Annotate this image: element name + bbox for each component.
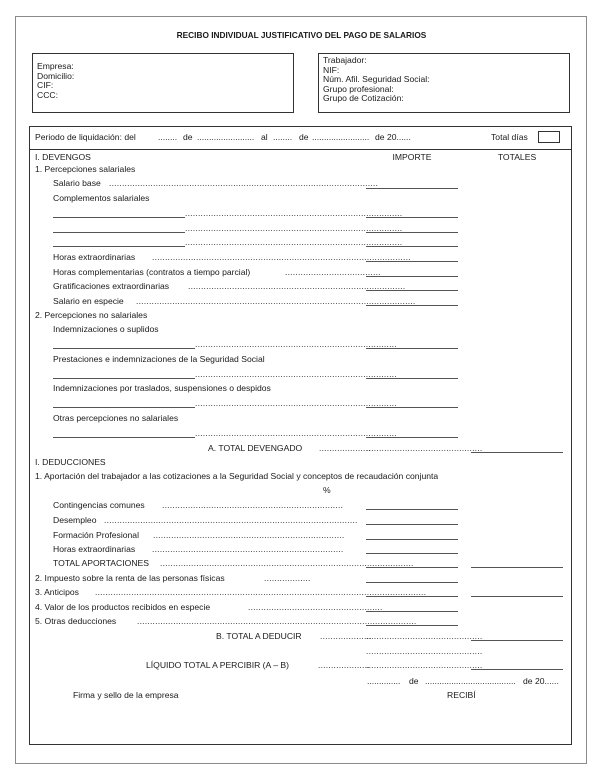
complemento-concept-line[interactable] [53, 217, 185, 218]
deducciones-heading: I. DEDUCCIONES [35, 457, 106, 467]
dotted-leader: .............................................................................. [195, 339, 397, 349]
otras-percepciones-concept-line[interactable] [53, 437, 195, 438]
otras-deducciones-label: 5. Otras deducciones [35, 616, 117, 626]
periodo-dots-1: ........ [158, 132, 178, 142]
grupo-cotizacion-label: Grupo de Cotización: [323, 93, 404, 104]
salario-base-importe[interactable] [366, 188, 458, 189]
aportacion-heading: 1. Aportación del trabajador a las cotizaciones a la Seguridad Social y conceptos de recaudación conjunta [35, 471, 439, 481]
otras-deducciones-importe[interactable] [366, 625, 458, 626]
dotted-leader: .................... [320, 631, 372, 641]
total-dias-label: Total días [491, 132, 528, 142]
periodo-divider [29, 149, 572, 150]
formacion-importe[interactable] [366, 539, 458, 540]
traslados-importe[interactable] [366, 407, 458, 408]
nif-label: NIF: [323, 64, 340, 75]
contingencias-label: Contingencias comunes [53, 500, 145, 510]
complemento-importe[interactable] [366, 246, 458, 247]
periodo-dots-4: ........................ [312, 132, 370, 142]
complemento-concept-line[interactable] [53, 232, 185, 233]
productos-especie-importe[interactable] [366, 611, 458, 612]
total-aportaciones-label: TOTAL APORTACIONES [53, 558, 149, 568]
liquido-total[interactable] [471, 669, 563, 670]
firma-empresa-label: Firma y sello de la empresa [73, 690, 179, 700]
liquido-importe[interactable]: ............................................. [366, 660, 483, 670]
dotted-leader: .............................................................................. [195, 428, 397, 438]
formacion-label: Formación Profesional [53, 530, 139, 540]
blank-dotted-line: ............................................. [366, 646, 483, 656]
total-devengado-label: A. TOTAL DEVENGADO [208, 443, 303, 453]
dotted-leader: .................... [319, 443, 371, 453]
dotted-leader: .......................................................................... [153, 530, 345, 540]
dotted-leader: .................................................................................... [185, 223, 403, 233]
totales-header: TOTALES [497, 152, 537, 162]
liquido-label: LÍQUIDO TOTAL A PERCIBIR (A – B) [146, 660, 289, 670]
dotted-leader: .................................................................................... [188, 281, 406, 291]
dotted-leader: .................................................................................................. [160, 558, 414, 568]
dotted-leader: .......................................................................... [152, 544, 344, 554]
dotted-leader: ...................................................................... [162, 500, 344, 510]
anticipos-label: 3. Anticipos [35, 587, 79, 597]
dotted-leader: ............................................................................................................ [136, 296, 416, 306]
dotted-leader: .................................................................................... [185, 208, 403, 218]
total-devengado-total[interactable] [471, 452, 563, 453]
cif-label: CIF: [37, 80, 54, 91]
dotted-leader: ................................................................................................................................ [95, 587, 427, 597]
desempleo-label: Desempleo [53, 515, 97, 525]
periodo-dots-2: ........................ [197, 132, 255, 142]
total-aportaciones-total[interactable] [471, 567, 563, 568]
devengos-heading: I. DEVENGOS [35, 152, 91, 162]
periodo-label: Periodo de liquidación: del [35, 132, 136, 142]
dotted-leader: ........................................................................................................ [109, 178, 379, 188]
complemento-importe[interactable] [366, 232, 458, 233]
periodo-dots-3: ........ [273, 132, 293, 142]
num-afil-label: Núm. Afil. Seguridad Social: [323, 74, 430, 85]
salario-especie-label: Salario en especie [53, 296, 124, 306]
trabajador-label: Trabajador: [323, 55, 367, 65]
irpf-label: 2. Impuesto sobre la renta de las personas físicas [35, 573, 225, 583]
irpf-importe[interactable] [366, 582, 458, 583]
traslados-label: Indemnizaciones por traslados, suspensiones o despidos [53, 383, 271, 393]
indemnizaciones-importe[interactable] [366, 348, 458, 349]
horas-extra-importe[interactable] [366, 261, 458, 262]
dotted-leader: .................................................................................................. [104, 515, 358, 525]
fecha-de-2: de 20...... [523, 676, 559, 686]
horas-extra-ded-importe[interactable] [366, 553, 458, 554]
prestaciones-importe[interactable] [366, 378, 458, 379]
ccc-label: CCC: [37, 89, 59, 100]
fecha-dots-2[interactable]: ...................................... [425, 676, 516, 686]
total-dias-field[interactable] [538, 131, 560, 143]
total-devengado-importe[interactable]: ............................................. [366, 443, 483, 453]
total-deducir-importe[interactable]: ............................................. [366, 631, 483, 641]
recibi-label: RECIBÍ [447, 690, 476, 700]
gratificaciones-importe[interactable] [366, 290, 458, 291]
contingencias-importe[interactable] [366, 509, 458, 510]
periodo-year: de 20...... [375, 132, 411, 142]
otras-percepciones-importe[interactable] [366, 437, 458, 438]
horas-extra-ded-label: Horas extraordinarias [53, 544, 136, 554]
indemnizaciones-concept-line[interactable] [53, 348, 195, 349]
percent-header: % [323, 485, 331, 495]
total-aportaciones-importe[interactable] [366, 567, 458, 568]
productos-especie-label: 4. Valor de los productos recibidos en especie [35, 602, 211, 612]
dotted-leader: .............................................................................. [195, 398, 397, 408]
empresa-label: Empresa: [37, 61, 74, 71]
horas-complementarias-label: Horas complementarias (contratos a tiempo parcial) [53, 267, 251, 277]
empresa-box [32, 53, 294, 113]
fecha-dots-1[interactable]: .............. [367, 676, 401, 686]
total-deducir-total[interactable] [471, 640, 563, 641]
grupo-profesional-label: Grupo profesional: [323, 83, 394, 94]
anticipos-total[interactable] [471, 596, 563, 597]
periodo-de-1: de [183, 132, 193, 142]
salario-base-label: Salario base [53, 178, 101, 188]
traslados-concept-line[interactable] [53, 407, 195, 408]
dotted-leader: ............................................................................................................ [137, 616, 417, 626]
horas-extra-label: Horas extraordinarias [53, 252, 136, 262]
otras-percepciones-label: Otras percepciones no salariales [53, 413, 179, 423]
gratificaciones-label: Gratificaciones extraordinarias [53, 281, 170, 291]
trabajador-box [318, 53, 570, 113]
prestaciones-concept-line[interactable] [53, 378, 195, 379]
periodo-al: al [261, 132, 268, 142]
percepciones-salariales-heading: 1. Percepciones salariales [35, 164, 136, 174]
fecha-de-1: de [409, 676, 419, 686]
complementos-label: Complementos salariales [53, 193, 150, 203]
dotted-leader: .................. [264, 573, 311, 583]
document-title: RECIBO INDIVIDUAL JUSTIFICATIVO DEL PAGO DE SALARIOS [176, 30, 427, 40]
importe-header: IMPORTE [392, 152, 432, 162]
prestaciones-label: Prestaciones e indemnizaciones de la Seguridad Social [53, 354, 265, 364]
dotted-leader: .................................................... [248, 602, 383, 612]
anticipos-importe[interactable] [366, 596, 458, 597]
total-deducir-label: B. TOTAL A DEDUCIR [216, 631, 302, 641]
periodo-de-2: de [299, 132, 309, 142]
dotted-leader: .............................................................................. [195, 369, 397, 379]
horas-complementarias-importe[interactable] [366, 276, 458, 277]
complemento-concept-line[interactable] [53, 246, 185, 247]
desempleo-importe[interactable] [366, 524, 458, 525]
dotted-leader: .................................................................................... [185, 237, 403, 247]
domicilio-label: Domicilio: [37, 70, 75, 81]
indemnizaciones-label: Indemnizaciones o suplidos [53, 324, 159, 334]
complemento-importe[interactable] [366, 217, 458, 218]
dotted-leader: .................... [318, 660, 370, 670]
dotted-leader: .................................................................................................... [152, 252, 411, 262]
percepciones-no-salariales-heading: 2. Percepciones no salariales [35, 310, 148, 320]
dotted-leader: ..................................... [285, 267, 381, 277]
salario-especie-importe[interactable] [366, 305, 458, 306]
